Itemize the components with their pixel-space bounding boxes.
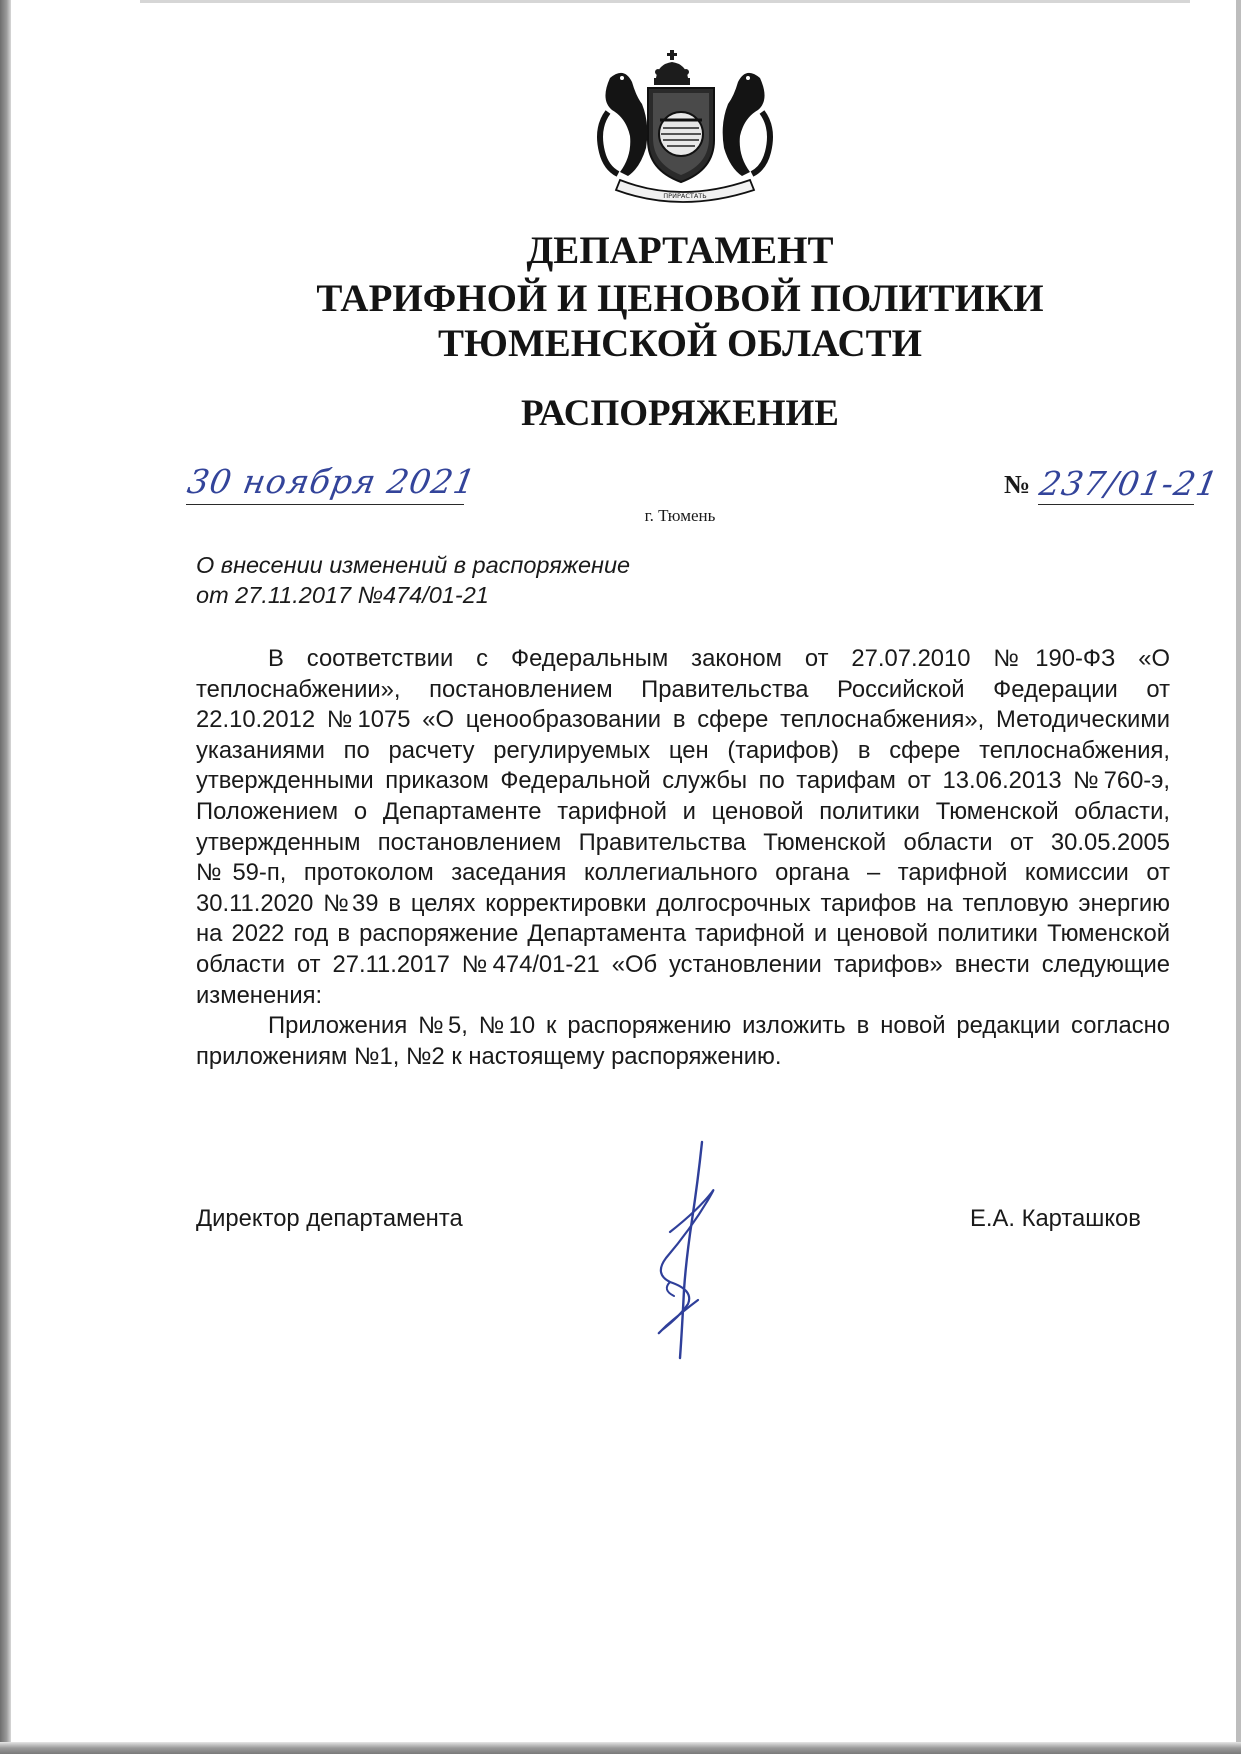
number-underline [1038, 504, 1194, 505]
scan-edge-top [140, 0, 1190, 3]
number-sign: № [1004, 470, 1031, 499]
document-type-heading: РАСПОРЯЖЕНИЕ [520, 393, 839, 434]
subject-line-1: О внесении изменений в распоряжение [196, 552, 631, 578]
document-date-field [184, 462, 480, 506]
tyumen-oblast-coat-of-arms-icon [590, 48, 780, 204]
handwritten-signature-icon [640, 1140, 750, 1360]
handwritten-number: 237/01-21 [1036, 464, 1222, 503]
scan-edge-left [0, 0, 11, 1754]
document-subject [196, 550, 796, 610]
signatory-name: Е.А. Карташков [970, 1205, 1141, 1232]
signatory-title: Директор департамента [196, 1205, 463, 1232]
body-paragraph-2: Приложения №5, №10 к распоряжению изложить в новой редакции согласно приложениям №1, №2 к настоящему распоряжению. [196, 1012, 1170, 1070]
scan-edge-right [1236, 0, 1241, 1754]
department-title-line-2: ТАРИФНОЙ И ЦЕНОВОЙ ПОЛИТИКИ [316, 277, 1044, 320]
handwritten-date: 30 ноября 2021 [184, 462, 480, 501]
body-paragraph-1: В соответствии с Федеральным законом от 27.07.2010 №190-ФЗ «О теплоснабжении», постановлением Правительства Российской Федерации от 22.10.2012 №1075 «О ценообразовании в сфере теплоснабжения», Методическими указаниями по расчету регулируемых цен (тарифов) в сфере теплоснабжения, утвержденными приказом Федеральной службы по тарифам от 13.06.2013 №760-э, Положением о Департаменте тарифной и ценовой политики Тюменской области, утвержденным постановлением Правительства Тюменской области от 30.05.2005 №59-п, протоколом заседания коллегиального органа – тарифной комиссии от 30.11.2020 №39 в целях корректировки долгосрочных тарифов на тепловую энергию на 2022 год в распоряжение Департамента тарифной и ценовой политики Тюменской области от 27.11.2017 №474/01-21 «Об установлении тарифов» внести следующие изменения: [196, 645, 1170, 1009]
department-title-line-3: ТЮМЕНСКОЙ ОБЛАСТИ [438, 322, 922, 365]
subject-line-2: от 27.11.2017 №474/01-21 [196, 582, 489, 608]
city-label: г. Тюмень [644, 506, 716, 525]
emblem-ribbon-text: ПРИРАСТАТЬ [663, 192, 707, 200]
scan-edge-bottom [0, 1742, 1241, 1754]
date-underline [186, 504, 464, 505]
document-number-field [1036, 464, 1222, 508]
department-title-line-1: ДЕПАРТАМЕНТ [526, 229, 834, 272]
document-body [196, 644, 1170, 1072]
